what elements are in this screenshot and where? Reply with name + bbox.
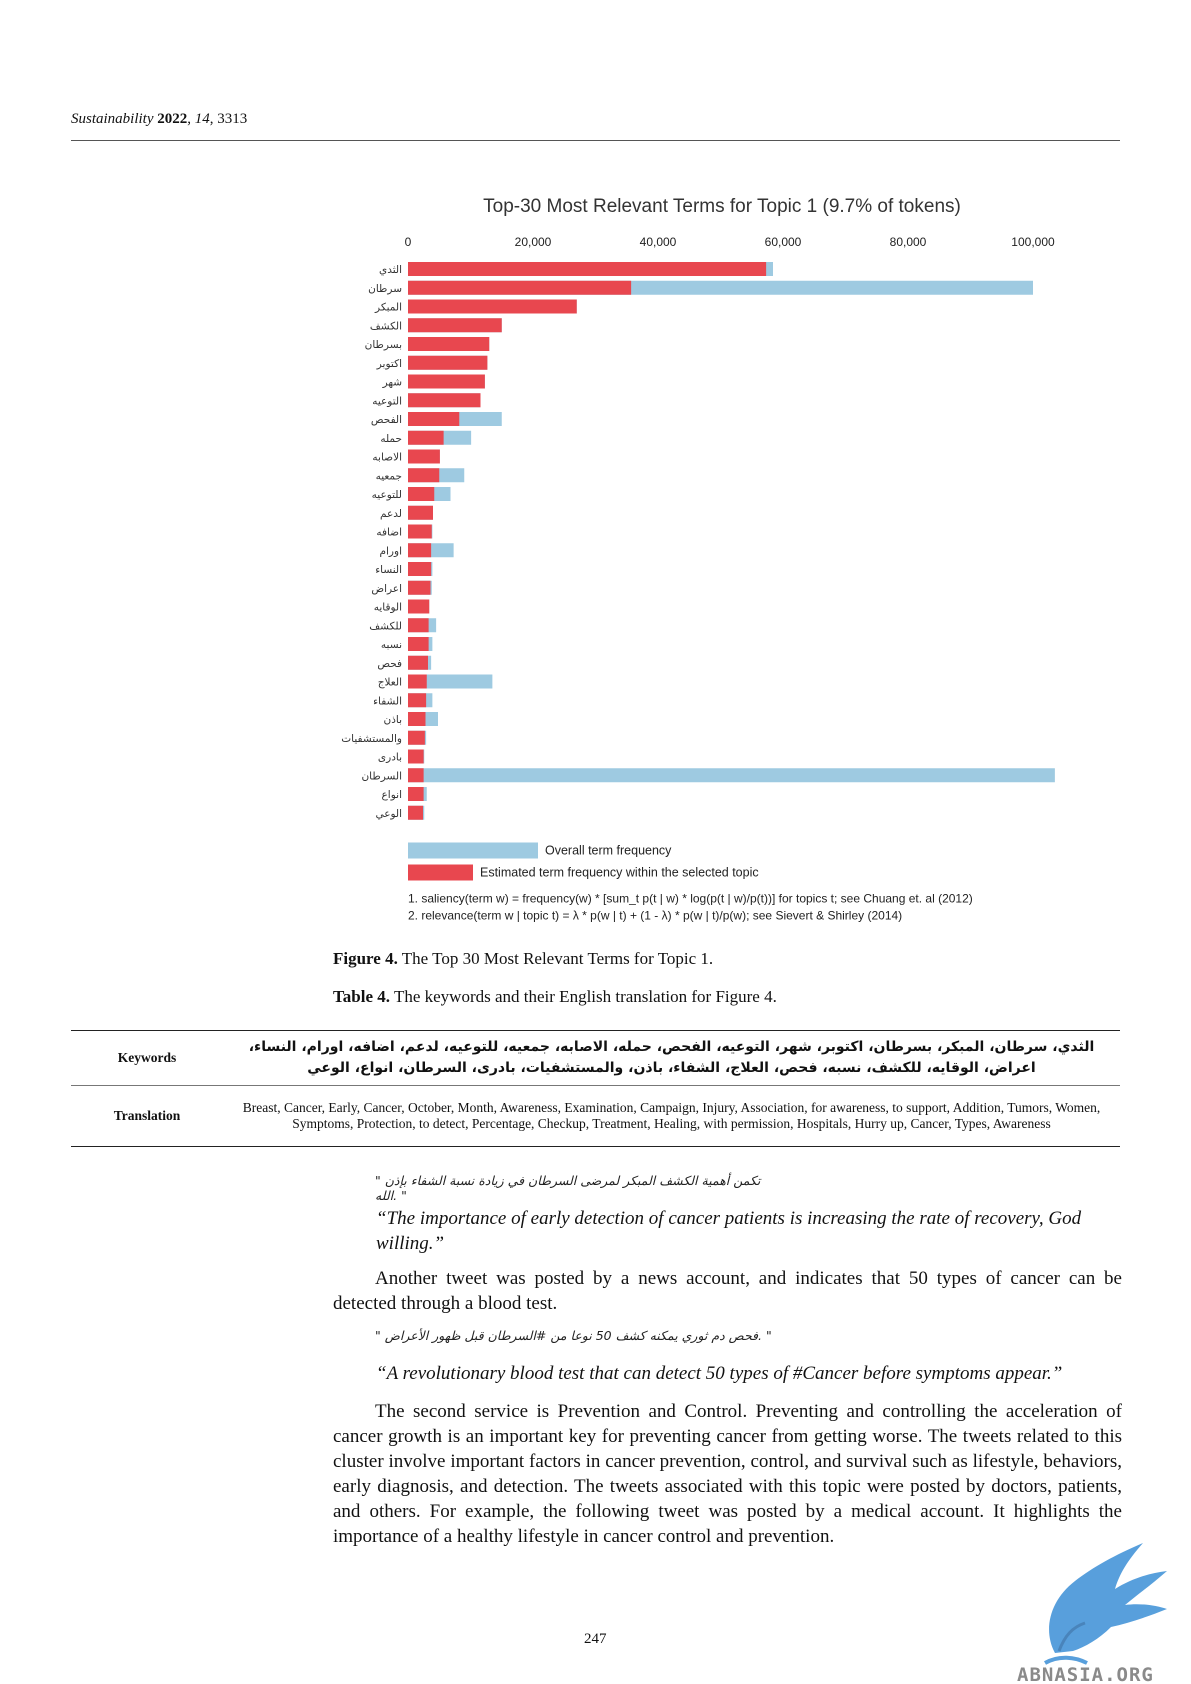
term-label: الوعي bbox=[375, 807, 402, 820]
journal-name: Sustainability bbox=[71, 111, 154, 127]
chart-note: 1. saliency(term w) = frequency(w) * [sum_t p(t | w) * log(p(t | w)/p(t))] for topics t; see Chuang et. al (2012) bbox=[408, 891, 973, 906]
table-label: Table 4. bbox=[333, 987, 391, 1006]
topic-frequency-bar bbox=[408, 806, 423, 820]
legend-topic-label: Estimated term frequency within the selected topic bbox=[480, 865, 759, 880]
topic-frequency-bar bbox=[408, 712, 426, 726]
watermark-logo bbox=[1015, 1535, 1191, 1684]
term-label: الثدي bbox=[378, 264, 402, 276]
topic-frequency-bar bbox=[408, 618, 429, 632]
topic-frequency-bar bbox=[408, 675, 427, 689]
term-label: جمعيه bbox=[375, 470, 402, 483]
x-tick-label: 60,000 bbox=[764, 235, 802, 249]
term-label: اكتوبر bbox=[376, 357, 402, 370]
topic-frequency-bar bbox=[408, 450, 440, 464]
term-label: سرطان bbox=[368, 282, 402, 295]
term-label: النساء bbox=[375, 564, 402, 576]
term-label: السرطان bbox=[361, 770, 402, 783]
topic-frequency-bar bbox=[408, 768, 424, 782]
topic-frequency-bar bbox=[408, 525, 432, 539]
topic-frequency-bar bbox=[408, 318, 502, 332]
term-label: المبكر bbox=[375, 301, 402, 314]
term-label: باذن bbox=[383, 714, 402, 726]
topic-frequency-bar bbox=[408, 543, 431, 557]
term-label: بسرطان bbox=[364, 339, 402, 351]
topic-frequency-bar bbox=[408, 581, 431, 595]
term-label: نسبه bbox=[380, 639, 402, 651]
topic-frequency-bar bbox=[408, 300, 577, 314]
term-label: للكشف bbox=[369, 620, 402, 633]
legend-overall-label: Overall term frequency bbox=[545, 843, 672, 858]
term-label: حمله bbox=[380, 432, 402, 445]
topic-frequency-bar bbox=[408, 600, 429, 614]
table-row bbox=[71, 1031, 1120, 1086]
topic-frequency-bar bbox=[408, 431, 444, 445]
topic-frequency-bar bbox=[408, 731, 425, 745]
legend-overall-swatch bbox=[408, 843, 538, 859]
term-label: اضافه bbox=[376, 526, 402, 539]
topic-frequency-bar bbox=[408, 787, 424, 801]
topic-frequency-bar bbox=[408, 506, 433, 520]
overall-frequency-bar bbox=[408, 768, 1055, 782]
term-label: اورام bbox=[379, 545, 402, 558]
topic-frequency-bar bbox=[408, 356, 487, 370]
table-caption-text: The keywords and their English translation for Figure 4. bbox=[390, 987, 777, 1006]
topic-frequency-bar bbox=[408, 337, 489, 351]
term-label: اعراض bbox=[371, 582, 402, 595]
table-row bbox=[71, 1086, 1120, 1147]
running-header: Sustainability 2022, 14, 3313 bbox=[71, 111, 248, 127]
chart-title: Top-30 Most Relevant Terms for Topic 1 (9.7% of tokens) bbox=[483, 196, 961, 217]
journal-volume: 14 bbox=[194, 111, 210, 127]
term-label: الوقايه bbox=[373, 601, 402, 614]
paragraph-1: Another tweet was posted by a news account, and indicates that 50 types of cancer can be detected through a blood test. bbox=[333, 1268, 1122, 1314]
term-label: لدعم bbox=[380, 507, 402, 520]
term-label: بادرى bbox=[377, 751, 402, 764]
chart-note: 2. relevance(term w | topic t) = λ * p(w | t) + (1 - λ) * p(w | t)/p(w); see Sievert & Shirley (2014) bbox=[408, 908, 903, 923]
x-tick-label: 0 bbox=[404, 235, 412, 249]
page-number: 247 bbox=[584, 1631, 607, 1647]
legend-topic-swatch bbox=[408, 865, 473, 881]
term-label: العلاج bbox=[377, 676, 402, 689]
x-tick-label: 40,000 bbox=[639, 235, 677, 249]
bird-logo-icon bbox=[1045, 1543, 1167, 1663]
topic-frequency-bar bbox=[408, 468, 439, 482]
term-label: للتوعيه bbox=[371, 489, 402, 501]
arabic-quote-2: " فحص دم ثوري يمكنه كشف 50 نوعا من #السرطان قبل ظهور الأعراض. " bbox=[375, 1328, 772, 1343]
term-label: الشفاء bbox=[373, 695, 402, 708]
arabic-quote-1: " تكمن أهمية الكشف المبكر لمرضى السرطان في زيادة نسبة الشفاء بإذن الله. " bbox=[375, 1173, 761, 1203]
quote-2: “A revolutionary blood test that can detect 50 types of #Cancer before symptoms appear.” bbox=[376, 1363, 1063, 1384]
topic-frequency-bar bbox=[408, 693, 426, 707]
term-label: الاصابه bbox=[372, 451, 402, 464]
term-label: الفحص bbox=[370, 414, 402, 426]
topic-terms-chart bbox=[330, 190, 1130, 930]
topic-frequency-bar bbox=[408, 487, 434, 501]
topic-frequency-bar bbox=[408, 393, 481, 407]
table-caption bbox=[333, 987, 777, 1007]
header-rule bbox=[71, 140, 1120, 141]
translation-value: Breast, Cancer, Early, Cancer, October, Month, Awareness, Examination, Campaign, Injury, Association, for awareness, to support, Addition, Tumors, Women, Symptoms, Protection, to detect, Percentage, Checkup, Treatment, Healing, with permission, Hospitals, Hurry up, Cancer, Types, Awareness bbox=[223, 1086, 1120, 1147]
term-label: والمستشفيات bbox=[341, 732, 402, 745]
keywords-value: الثدي، سرطان، المبكر، بسرطان، اكتوبر، شهر، التوعيه، الفحص، حمله، الاصابه، جمعيه، للتوعيه، لدعم، اضافه، اورام، النساء، اعراض، الوقايه، للكشف، نسبه، فحص، العلاج، الشفاء، باذن، والمستشفيات، بادرى، السرطان، انواع، الوعي bbox=[223, 1031, 1120, 1086]
term-label: التوعيه bbox=[372, 395, 402, 408]
topic-frequency-bar bbox=[408, 637, 429, 651]
translation-label: Translation bbox=[71, 1086, 223, 1147]
topic-frequency-bar bbox=[408, 750, 424, 764]
article-number: 3313 bbox=[217, 111, 248, 127]
journal-year: 2022 bbox=[157, 111, 188, 127]
term-label: فحص bbox=[377, 657, 402, 670]
figure-label: Figure 4. bbox=[333, 949, 398, 968]
keywords-label: Keywords bbox=[71, 1031, 223, 1086]
term-label: شهر bbox=[382, 376, 402, 389]
term-label: الكشف bbox=[369, 320, 402, 333]
topic-frequency-bar bbox=[408, 262, 766, 276]
paragraph-2: The second service is Prevention and Control. Preventing and controlling the acceleration of cancer growth is an important key for preventing cancer from getting worse. The tweets related to this cluster involve important factors in cancer prevention, control, and survival such as lifestyle, behaviors, early diagnosis, and detection. The tweets associated with this topic were posted by doctors, patients, and others. For example, the following tweet was posted by a medical account. It highlights the importance of a healthy lifestyle in cancer control and prevention. bbox=[333, 1401, 1122, 1547]
quote-1: “The importance of early detection of cancer patients is increasing the rate of recovery, God willing.” bbox=[376, 1208, 1082, 1254]
figure-caption-text: The Top 30 Most Relevant Terms for Topic 1. bbox=[397, 949, 714, 968]
term-label: انواع bbox=[381, 789, 402, 801]
x-tick-label: 20,000 bbox=[514, 235, 552, 249]
x-tick-label: 100,000 bbox=[1011, 235, 1055, 249]
topic-frequency-bar bbox=[408, 375, 485, 389]
topic-frequency-bar bbox=[408, 412, 459, 426]
watermark-text: ABNASIA.ORG bbox=[1017, 1664, 1154, 1684]
figure-caption bbox=[333, 949, 713, 969]
x-tick-label: 80,000 bbox=[889, 235, 927, 249]
topic-frequency-bar bbox=[408, 656, 428, 670]
topic-frequency-bar bbox=[408, 281, 631, 295]
topic-frequency-bar bbox=[408, 562, 431, 576]
keywords-table bbox=[71, 1030, 1120, 1147]
